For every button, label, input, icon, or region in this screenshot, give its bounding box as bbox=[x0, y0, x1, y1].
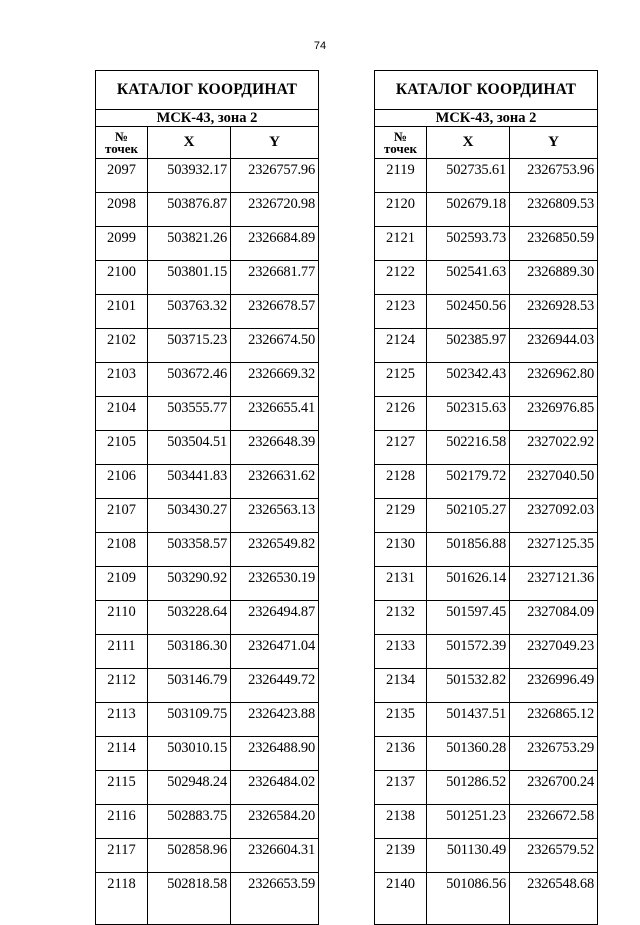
x-value: 502735.61 bbox=[427, 159, 510, 193]
x-value: 502385.97 bbox=[427, 329, 510, 363]
point-number: 2118 bbox=[96, 873, 148, 925]
y-value: 2326655.41 bbox=[231, 397, 319, 431]
y-value: 2327092.03 bbox=[510, 499, 598, 533]
y-value: 2326700.24 bbox=[510, 771, 598, 805]
point-number: 2140 bbox=[375, 873, 427, 925]
point-number: 2115 bbox=[96, 771, 148, 805]
table-row bbox=[96, 193, 319, 227]
table-row bbox=[375, 397, 598, 431]
table-row bbox=[375, 737, 598, 771]
x-value: 502858.96 bbox=[148, 839, 231, 873]
table-row bbox=[375, 805, 598, 839]
y-value: 2327125.35 bbox=[510, 533, 598, 567]
table-row bbox=[375, 533, 598, 567]
y-value: 2326684.89 bbox=[231, 227, 319, 261]
table-row bbox=[375, 601, 598, 635]
table-row bbox=[96, 601, 319, 635]
point-number: 2111 bbox=[96, 635, 148, 669]
y-value: 2326648.39 bbox=[231, 431, 319, 465]
number-sign: № bbox=[114, 128, 129, 144]
point-number: 2120 bbox=[375, 193, 427, 227]
x-value: 502315.63 bbox=[427, 397, 510, 431]
x-value: 502105.27 bbox=[427, 499, 510, 533]
y-value: 2326549.82 bbox=[231, 533, 319, 567]
point-number: 2129 bbox=[375, 499, 427, 533]
x-value: 503672.46 bbox=[148, 363, 231, 397]
x-value: 502948.24 bbox=[148, 771, 231, 805]
x-value: 502216.58 bbox=[427, 431, 510, 465]
y-value: 2326809.53 bbox=[510, 193, 598, 227]
point-number: 2116 bbox=[96, 805, 148, 839]
point-number: 2124 bbox=[375, 329, 427, 363]
x-value: 502541.63 bbox=[427, 261, 510, 295]
point-number: 2137 bbox=[375, 771, 427, 805]
y-value: 2326563.13 bbox=[231, 499, 319, 533]
y-value: 2326449.72 bbox=[231, 669, 319, 703]
x-value: 501086.56 bbox=[427, 873, 510, 925]
point-number: 2106 bbox=[96, 465, 148, 499]
point-number: 2121 bbox=[375, 227, 427, 261]
y-value: 2327022.92 bbox=[510, 431, 598, 465]
y-value: 2326681.77 bbox=[231, 261, 319, 295]
y-value: 2326484.02 bbox=[231, 771, 319, 805]
point-number: 2114 bbox=[96, 737, 148, 771]
point-number: 2101 bbox=[96, 295, 148, 329]
point-number: 2127 bbox=[375, 431, 427, 465]
table-row bbox=[96, 295, 319, 329]
table-row bbox=[96, 227, 319, 261]
y-value: 2326530.19 bbox=[231, 567, 319, 601]
y-value: 2326996.49 bbox=[510, 669, 598, 703]
point-number: 2126 bbox=[375, 397, 427, 431]
point-number: 2100 bbox=[96, 261, 148, 295]
y-value: 2326889.30 bbox=[510, 261, 598, 295]
point-number: 2117 bbox=[96, 839, 148, 873]
catalog-title: КАТАЛОГ КООРДИНАТ bbox=[375, 71, 598, 110]
y-value: 2327040.50 bbox=[510, 465, 598, 499]
x-value: 501532.82 bbox=[427, 669, 510, 703]
point-number: 2102 bbox=[96, 329, 148, 363]
y-value: 2326669.32 bbox=[231, 363, 319, 397]
y-value: 2327084.09 bbox=[510, 601, 598, 635]
table-row bbox=[96, 329, 319, 363]
y-value: 2326672.58 bbox=[510, 805, 598, 839]
x-value: 501251.23 bbox=[427, 805, 510, 839]
point-number-header bbox=[96, 127, 148, 159]
table-row bbox=[96, 397, 319, 431]
point-number: 2108 bbox=[96, 533, 148, 567]
y-value: 2326631.62 bbox=[231, 465, 319, 499]
point-number: 2125 bbox=[375, 363, 427, 397]
y-value: 2326548.68 bbox=[510, 873, 598, 925]
table-row bbox=[96, 669, 319, 703]
point-number: 2098 bbox=[96, 193, 148, 227]
y-value: 2326584.20 bbox=[231, 805, 319, 839]
x-header: X bbox=[148, 127, 231, 159]
y-value: 2326720.98 bbox=[231, 193, 319, 227]
table-row bbox=[96, 431, 319, 465]
point-number: 2112 bbox=[96, 669, 148, 703]
point-number: 2103 bbox=[96, 363, 148, 397]
y-value: 2326757.96 bbox=[231, 159, 319, 193]
x-value: 501572.39 bbox=[427, 635, 510, 669]
y-value: 2326850.59 bbox=[510, 227, 598, 261]
y-value: 2326579.52 bbox=[510, 839, 598, 873]
table-row bbox=[375, 499, 598, 533]
x-value: 502679.18 bbox=[427, 193, 510, 227]
x-value: 503290.92 bbox=[148, 567, 231, 601]
y-value: 2326604.31 bbox=[231, 839, 319, 873]
x-value: 502883.75 bbox=[148, 805, 231, 839]
x-value: 501130.49 bbox=[427, 839, 510, 873]
x-value: 503555.77 bbox=[148, 397, 231, 431]
point-number: 2110 bbox=[96, 601, 148, 635]
catalog-title: КАТАЛОГ КООРДИНАТ bbox=[96, 71, 319, 110]
x-value: 502450.56 bbox=[427, 295, 510, 329]
x-value: 503715.23 bbox=[148, 329, 231, 363]
point-number: 2123 bbox=[375, 295, 427, 329]
points-label: точек bbox=[384, 140, 417, 156]
table-row bbox=[96, 567, 319, 601]
x-value: 501360.28 bbox=[427, 737, 510, 771]
table-row bbox=[96, 805, 319, 839]
x-value: 503358.57 bbox=[148, 533, 231, 567]
x-value: 503504.51 bbox=[148, 431, 231, 465]
y-value: 2326753.96 bbox=[510, 159, 598, 193]
table-row bbox=[96, 363, 319, 397]
number-sign: № bbox=[393, 128, 408, 144]
point-number: 2134 bbox=[375, 669, 427, 703]
coordinate-catalog-left bbox=[95, 70, 319, 925]
x-value: 503801.15 bbox=[148, 261, 231, 295]
point-number: 2132 bbox=[375, 601, 427, 635]
table-row bbox=[375, 567, 598, 601]
table-row bbox=[96, 159, 319, 193]
table-row bbox=[375, 465, 598, 499]
x-value: 501437.51 bbox=[427, 703, 510, 737]
table-row bbox=[375, 159, 598, 193]
table-row bbox=[375, 873, 598, 925]
table-row bbox=[96, 533, 319, 567]
x-value: 503010.15 bbox=[148, 737, 231, 771]
table-row bbox=[375, 703, 598, 737]
x-value: 502593.73 bbox=[427, 227, 510, 261]
point-number: 2133 bbox=[375, 635, 427, 669]
x-value: 503763.32 bbox=[148, 295, 231, 329]
table-row bbox=[375, 295, 598, 329]
page-number: 74 bbox=[313, 40, 327, 52]
x-value: 503441.83 bbox=[148, 465, 231, 499]
point-number: 2128 bbox=[375, 465, 427, 499]
x-value: 501286.52 bbox=[427, 771, 510, 805]
point-number: 2139 bbox=[375, 839, 427, 873]
table-row bbox=[96, 737, 319, 771]
x-value: 503932.17 bbox=[148, 159, 231, 193]
table-row bbox=[375, 329, 598, 363]
point-number-header bbox=[375, 127, 427, 159]
points-label: точек bbox=[105, 140, 138, 156]
y-value: 2326976.85 bbox=[510, 397, 598, 431]
point-number: 2130 bbox=[375, 533, 427, 567]
y-value: 2326962.80 bbox=[510, 363, 598, 397]
table-row bbox=[96, 499, 319, 533]
x-value: 501597.45 bbox=[427, 601, 510, 635]
table-row bbox=[375, 261, 598, 295]
table-row bbox=[375, 669, 598, 703]
point-number: 2135 bbox=[375, 703, 427, 737]
y-value: 2326674.50 bbox=[231, 329, 319, 363]
point-number: 2107 bbox=[96, 499, 148, 533]
coordinate-catalog-right bbox=[374, 70, 598, 925]
point-number: 2113 bbox=[96, 703, 148, 737]
table-row bbox=[96, 465, 319, 499]
table-row bbox=[375, 839, 598, 873]
point-number: 2136 bbox=[375, 737, 427, 771]
point-number: 2099 bbox=[96, 227, 148, 261]
x-value: 502818.58 bbox=[148, 873, 231, 925]
y-value: 2326753.29 bbox=[510, 737, 598, 771]
table-row bbox=[375, 635, 598, 669]
x-value: 501626.14 bbox=[427, 567, 510, 601]
x-header: X bbox=[427, 127, 510, 159]
point-number: 2138 bbox=[375, 805, 427, 839]
point-number: 2119 bbox=[375, 159, 427, 193]
coordinate-system: МСК-43, зона 2 bbox=[375, 110, 598, 127]
x-value: 503146.79 bbox=[148, 669, 231, 703]
table-row bbox=[375, 193, 598, 227]
y-header: Y bbox=[231, 127, 319, 159]
x-value: 501856.88 bbox=[427, 533, 510, 567]
y-value: 2326678.57 bbox=[231, 295, 319, 329]
point-number: 2131 bbox=[375, 567, 427, 601]
coordinate-system: МСК-43, зона 2 bbox=[96, 110, 319, 127]
table-row bbox=[96, 261, 319, 295]
x-value: 503109.75 bbox=[148, 703, 231, 737]
x-value: 503876.87 bbox=[148, 193, 231, 227]
y-value: 2327049.23 bbox=[510, 635, 598, 669]
table-row bbox=[375, 771, 598, 805]
y-value: 2326494.87 bbox=[231, 601, 319, 635]
x-value: 503430.27 bbox=[148, 499, 231, 533]
x-value: 502179.72 bbox=[427, 465, 510, 499]
y-header: Y bbox=[510, 127, 598, 159]
y-value: 2326488.90 bbox=[231, 737, 319, 771]
table-row bbox=[96, 839, 319, 873]
y-value: 2326653.59 bbox=[231, 873, 319, 925]
table-row bbox=[96, 703, 319, 737]
point-number: 2104 bbox=[96, 397, 148, 431]
table-row bbox=[375, 431, 598, 465]
point-number: 2109 bbox=[96, 567, 148, 601]
point-number: 2105 bbox=[96, 431, 148, 465]
point-number: 2122 bbox=[375, 261, 427, 295]
table-row bbox=[96, 771, 319, 805]
y-value: 2326865.12 bbox=[510, 703, 598, 737]
y-value: 2326423.88 bbox=[231, 703, 319, 737]
x-value: 503821.26 bbox=[148, 227, 231, 261]
y-value: 2327121.36 bbox=[510, 567, 598, 601]
point-number: 2097 bbox=[96, 159, 148, 193]
table-row bbox=[96, 635, 319, 669]
y-value: 2326928.53 bbox=[510, 295, 598, 329]
y-value: 2326471.04 bbox=[231, 635, 319, 669]
table-row bbox=[375, 363, 598, 397]
x-value: 503186.30 bbox=[148, 635, 231, 669]
x-value: 503228.64 bbox=[148, 601, 231, 635]
table-row bbox=[96, 873, 319, 925]
table-row bbox=[375, 227, 598, 261]
y-value: 2326944.03 bbox=[510, 329, 598, 363]
x-value: 502342.43 bbox=[427, 363, 510, 397]
